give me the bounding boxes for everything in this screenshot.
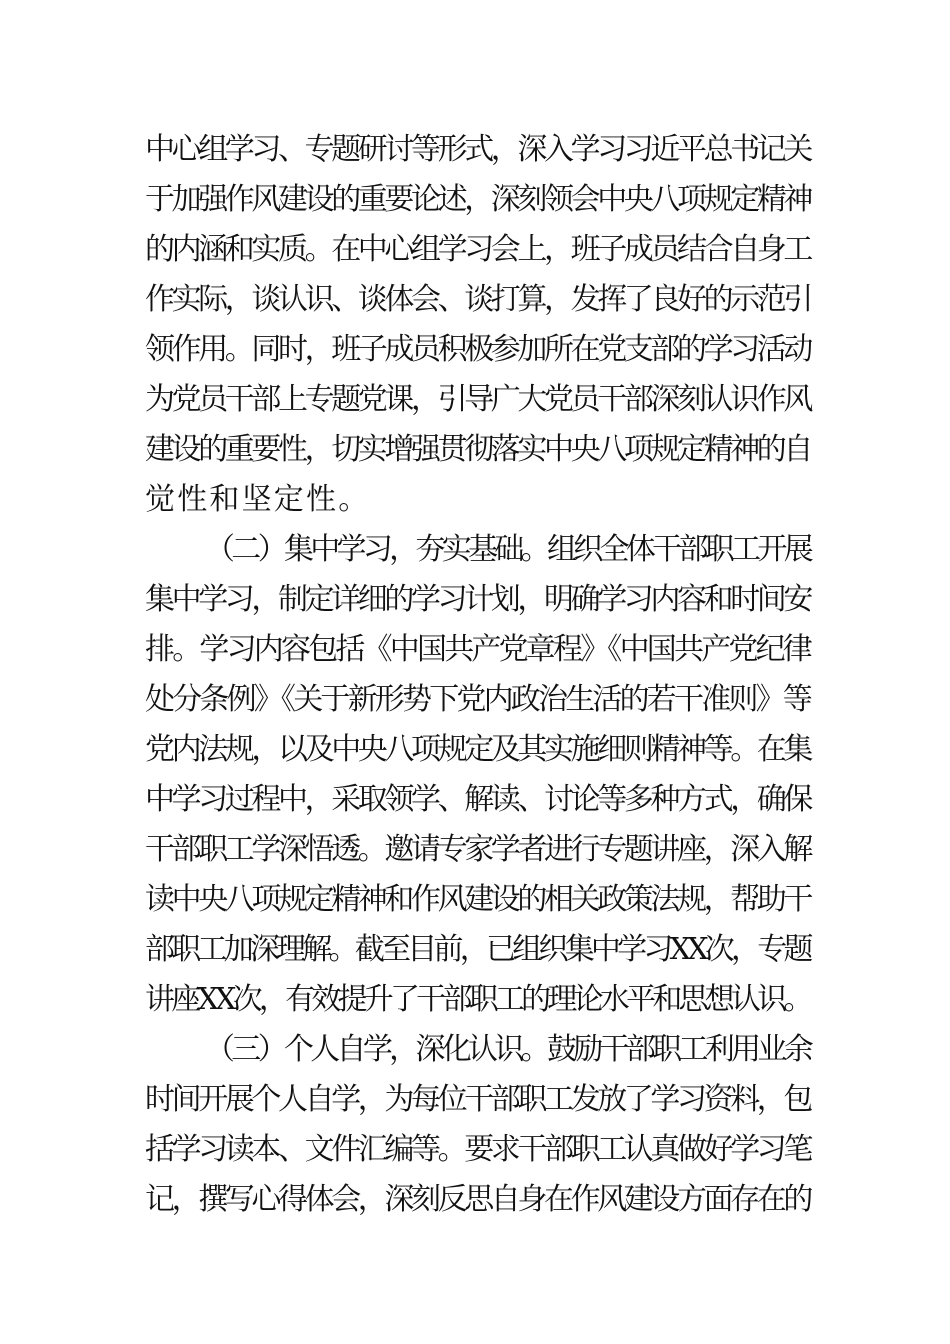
text-line: 讲座XX次，有效提升了干部职工的理论水平和思想认识。: [145, 982, 810, 1017]
text-line: 部职工加深理解。截至目前，已组织集中学习XX次，专题: [145, 932, 810, 967]
text-line: 时间开展个人自学，为每位干部职工发放了学习资料，包: [145, 1082, 810, 1117]
text-line: 领作用。同时，班子成员积极参加所在党支部的学习活动: [145, 332, 810, 367]
text-line: 作实际，谈认识、谈体会、谈打算，发挥了良好的示范引: [145, 282, 810, 317]
text-line: 读中央八项规定精神和作风建设的相关政策法规，帮助干: [145, 882, 810, 917]
text-line: 的内涵和实质。在中心组学习会上，班子成员结合自身工: [145, 232, 810, 267]
text-line: 中学习过程中，采取领学、解读、讨论等多种方式，确保: [145, 782, 810, 817]
text-line: 括学习读本、文件汇编等。要求干部职工认真做好学习笔: [145, 1132, 810, 1167]
paragraph-start-line: （二）集中学习，夯实基础。组织全体干部职工开展: [205, 532, 810, 567]
text-line: 觉性和坚定性。: [145, 482, 371, 517]
text-line: 处分条例》《关于新形势下党内政治生活的若干准则》等: [145, 682, 810, 717]
text-line: 集中学习，制定详细的学习计划，明确学习内容和时间安: [145, 582, 810, 617]
text-line: 党内法规，以及中央八项规定及其实施细则精神等。在集: [145, 732, 810, 767]
text-line: 建设的重要性，切实增强贯彻落实中央八项规定精神的自: [145, 432, 810, 467]
text-line: 于加强作风建设的重要论述，深刻领会中央八项规定精神: [145, 182, 810, 217]
text-line: 记，撰写心得体会，深刻反思自身在作风建设方面存在的: [145, 1182, 810, 1217]
text-line: 为党员干部上专题党课，引导广大党员干部深刻认识作风: [145, 382, 810, 417]
text-line: 干部职工学深悟透。邀请专家学者进行专题讲座，深入解: [145, 832, 810, 867]
text-line: 中心组学习、专题研讨等形式，深入学习习近平总书记关: [145, 132, 810, 167]
text-line: 排。学习内容包括《中国共产党章程》《中国共产党纪律: [145, 632, 810, 667]
paragraph-start-line: （三）个人自学，深化认识。鼓励干部职工利用业余: [205, 1032, 810, 1067]
